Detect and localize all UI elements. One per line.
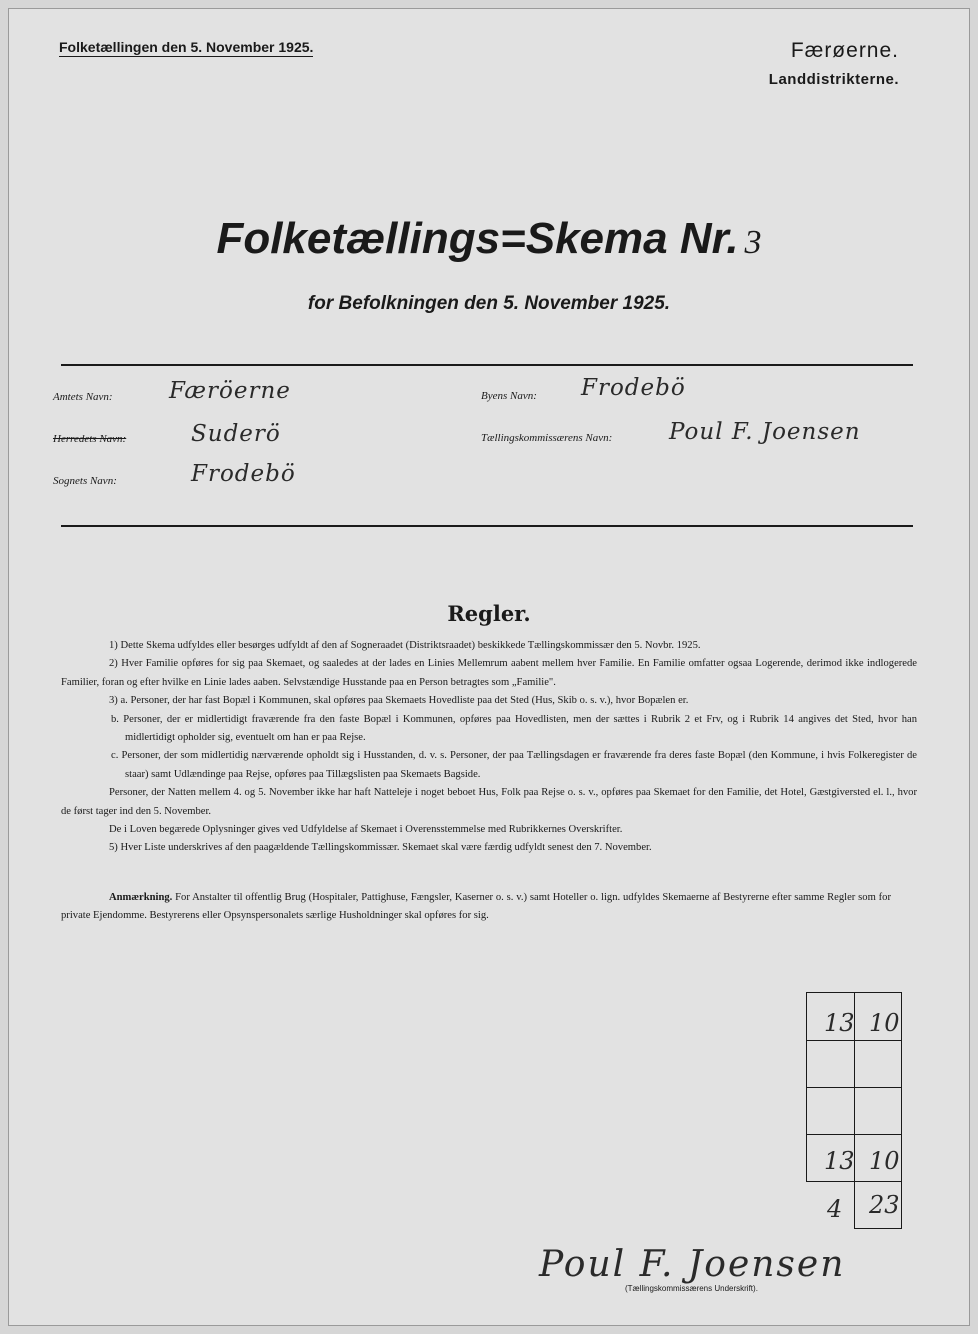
signature-caption: (Tællingskommissærens Underskrift). bbox=[625, 1284, 758, 1293]
region-name: Færøerne. bbox=[790, 39, 899, 62]
form-number: 3 bbox=[744, 224, 762, 261]
tally-value: 10 bbox=[869, 1147, 900, 1175]
divider-top bbox=[61, 364, 913, 366]
rules-title: Regler. bbox=[447, 601, 531, 626]
rule-2: 2) Hver Familie opføres for sig paa Skemaet, og saaledes at der lades en Linies Mellemrum aabent mellem hver Familie. En Familie omfatter ogsaa Logerende, derimod ikke indlogerede Familier, foran og efter hvilke en Linie lades aaben. Selvstændige Husstande paa en Person betragtes som „Familie". bbox=[61, 658, 917, 688]
sogn-label: Sognets Navn: bbox=[53, 475, 117, 487]
rules-text bbox=[61, 637, 917, 858]
rule-3a: 3) a. Personer, der har fast Bopæl i Kommunen, skal opføres paa Skemaets Hovedliste paa det Sted (Hus, Skib o. s. v.), hvor Bopælen er. bbox=[109, 695, 689, 707]
rule-3b: b. Personer, der er midlertidigt fraværende fra den faste Bopæl i Kommunen, opføres paa Hovedlisten, men der sættes i Rubrik 2 et Frv, og i Rubrik 14 angives det Sted, hvor han midlertidigt opholder sig, eventuelt om han er paa Rejse. bbox=[111, 713, 917, 744]
census-form-page bbox=[8, 8, 970, 1326]
herred-value: Suderö bbox=[191, 421, 281, 447]
herred-label: Herredets Navn: bbox=[53, 433, 127, 445]
by-value: Frodebö bbox=[581, 375, 686, 401]
divider-bottom bbox=[61, 525, 913, 527]
amt-label: Amtets Navn: bbox=[53, 391, 113, 403]
form-title bbox=[9, 214, 969, 264]
annotation-note bbox=[61, 889, 891, 926]
rule-3d: Personer, der Natten mellem 4. og 5. November ikke har haft Natteleje i noget beboet Hus, Folk paa Rejse o. s. v., opføres paa Skemaet for den Familie, det Hotel, Gæstgiversted el. l., hvor de først tager ind den 5. November. bbox=[61, 787, 917, 817]
form-title-text: Folketællings=Skema Nr. bbox=[216, 214, 739, 263]
tally-row-line bbox=[807, 1134, 901, 1135]
tally-value: 13 bbox=[824, 1147, 855, 1175]
tally-value: 4 bbox=[827, 1195, 843, 1223]
signature: Poul F. Joensen bbox=[539, 1244, 846, 1285]
district-name: Landdistrikterne. bbox=[768, 71, 899, 88]
tally-row-line bbox=[807, 1087, 901, 1088]
rule-5: 5) Hver Liste underskrives af den paagældende Tællingskommissær. Skemaet skal være færdig udfyldt senest den 7. November. bbox=[109, 842, 652, 854]
rule-4: De i Loven begærede Oplysninger gives ved Udfyldelse af Skemaet i Overensstemmelse med Rubrikkernes Overskrifter. bbox=[109, 824, 623, 836]
by-label: Byens Navn: bbox=[481, 390, 537, 402]
census-header-left: Folketællingen den 5. November 1925. bbox=[59, 39, 314, 55]
sogn-value: Frodebö bbox=[191, 461, 296, 487]
tally-value: 13 bbox=[824, 1009, 855, 1037]
kommissaer-label: Tællingskommissærens Navn: bbox=[481, 432, 613, 444]
tally-value: 23 bbox=[869, 1191, 900, 1219]
region-header bbox=[769, 39, 899, 88]
tally-row-line bbox=[807, 1040, 901, 1041]
note-text: For Anstalter til offentlig Brug (Hospitaler, Pattighuse, Fængsler, Kaserner o. s. v.) samt Hoteller o. lign. udfyldes Skemaerne af Bestyrerne efter samme Regler som for private Ejendomme. Bestyrerens eller Opsynspersonalets særlige Husholdninger skal opføres for sig. bbox=[61, 892, 891, 922]
kommissaer-value: Poul F. Joensen bbox=[669, 419, 861, 445]
form-subtitle: for Befolkningen den 5. November 1925. bbox=[307, 293, 671, 314]
amt-value: Færöerne bbox=[169, 378, 291, 404]
rule-3c: c. Personer, der som midlertidig nærværende opholdt sig i Husstanden, d. v. s. Personer, der paa Tællingsdagen er fraværende fra deres faste Bopæl (den Kommune, i hvis Folkeregister de staar) samt Udlændinge paa Rejse, opføres paa Tillægslisten paa Skemaets Bagside. bbox=[111, 750, 917, 780]
tally-value: 10 bbox=[869, 1009, 900, 1037]
rule-1: 1) Dette Skema udfyldes eller besørges udfyldt af den af Sogneraadet (Distriktsraadet) beskikkede Tællingskommissær den 5. Novbr. 1925. bbox=[109, 640, 701, 651]
note-label: Anmærkning. bbox=[109, 892, 173, 903]
